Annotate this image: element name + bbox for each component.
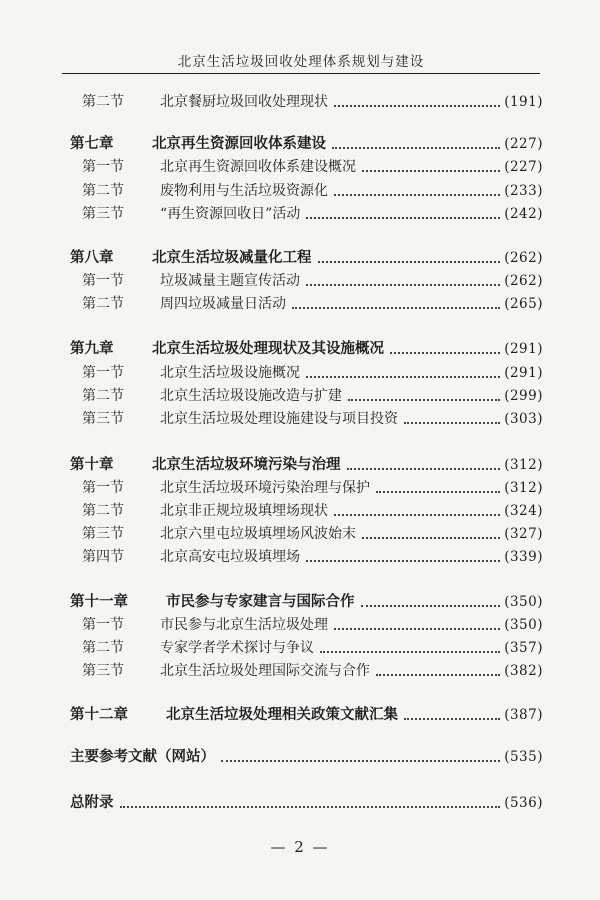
dot-leader	[348, 398, 500, 401]
dot-leader	[376, 490, 500, 493]
entry-number: 第十一章	[70, 594, 128, 610]
toc-section-entry	[70, 155, 543, 177]
toc-chapter-entry	[70, 590, 543, 612]
entry-title: 废物利用与生活垃圾资源化	[160, 183, 328, 199]
toc-chapter-entry	[70, 246, 543, 268]
entry-number: 第三节	[82, 663, 124, 679]
entry-title: 北京高安屯垃圾填埋场	[160, 549, 300, 565]
dot-leader	[361, 604, 501, 607]
entry-page-number: (242)	[504, 206, 543, 222]
entry-title: “再生资源回收日”活动	[160, 206, 301, 222]
entry-page-number: (262)	[504, 273, 543, 289]
toc-chapter-entry	[70, 703, 543, 725]
entry-page-number: (303)	[504, 411, 543, 427]
entry-number: 第十章	[70, 457, 114, 473]
entry-page-number: (291)	[504, 341, 543, 357]
entry-number: 第三节	[82, 206, 124, 222]
dot-leader	[334, 104, 500, 107]
toc-section-entry	[70, 179, 543, 201]
entry-page-number: (233)	[504, 183, 543, 199]
entry-number: 第三节	[82, 526, 124, 542]
page-number: — 2 —	[270, 838, 330, 856]
entry-title: 市民参与专家建言与国际合作	[166, 594, 355, 610]
toc-chapter-entry	[70, 791, 543, 813]
dot-leader	[334, 627, 500, 630]
entry-page-number: (350)	[504, 617, 543, 633]
entry-number: 第九章	[70, 341, 114, 357]
entry-title: 总附录	[70, 795, 114, 811]
toc-section-entry	[70, 613, 543, 635]
entry-number: 第二节	[82, 94, 124, 110]
toc-section-entry	[70, 476, 543, 498]
entry-number: 第一节	[82, 365, 124, 381]
dot-leader	[306, 375, 500, 378]
entry-page-number: (357)	[504, 640, 543, 656]
entry-page-number: (312)	[504, 480, 543, 496]
dot-leader	[306, 559, 500, 562]
entry-title: 北京生活垃圾环境污染治理与保护	[160, 480, 370, 496]
dot-leader	[390, 351, 500, 354]
entry-number: 第一节	[82, 159, 124, 175]
entry-page-number: (227)	[504, 136, 543, 152]
entry-title: 北京生活垃圾环境污染与治理	[152, 457, 341, 473]
entry-title: 北京餐厨垃圾回收处理现状	[160, 94, 328, 110]
entry-title: 北京生活垃圾处理设施建设与项目投资	[160, 411, 398, 427]
entry-page-number: (262)	[504, 250, 543, 266]
toc-section-entry	[70, 202, 543, 224]
entry-number: 第二节	[82, 388, 124, 404]
entry-number: 第八章	[70, 250, 114, 266]
toc-chapter-entry	[70, 337, 543, 359]
entry-title: 专家学者学术探讨与争议	[160, 640, 314, 656]
entry-title: 北京非正规垃圾填埋场现状	[160, 503, 328, 519]
entry-number: 第二节	[82, 640, 124, 656]
dot-leader	[362, 536, 500, 539]
entry-number: 第一节	[82, 617, 124, 633]
toc-section-entry	[70, 361, 543, 383]
entry-title: 市民参与北京生活垃圾处理	[160, 617, 328, 633]
dot-leader	[334, 513, 500, 516]
toc-section-entry	[70, 636, 543, 658]
toc-section-entry	[70, 407, 543, 429]
toc-chapter-entry	[70, 132, 543, 154]
entry-page-number: (350)	[504, 594, 543, 610]
entry-page-number: (265)	[504, 296, 543, 312]
dot-leader	[306, 283, 500, 286]
entry-number: 第一节	[82, 480, 124, 496]
entry-page-number: (191)	[504, 94, 543, 110]
entry-page-number: (339)	[504, 549, 543, 565]
entry-page-number: (327)	[504, 526, 543, 542]
toc-section-entry	[70, 545, 543, 567]
dot-leader	[376, 673, 500, 676]
toc-section-entry	[70, 90, 543, 112]
entry-page-number: (382)	[504, 663, 543, 679]
entry-title: 北京生活垃圾处理相关政策文献汇集	[166, 707, 398, 723]
running-header: 北京生活垃圾回收处理体系规划与建设	[177, 54, 425, 70]
dot-leader	[347, 467, 501, 470]
entry-number: 第二节	[82, 503, 124, 519]
entry-number: 第四节	[82, 549, 124, 565]
toc-section-entry	[70, 522, 543, 544]
entry-number: 第二节	[82, 296, 124, 312]
toc-section-entry	[70, 384, 543, 406]
entry-title: 北京再生资源回收体系建设概况	[160, 159, 356, 175]
dot-leader	[404, 421, 500, 424]
entry-page-number: (227)	[504, 159, 543, 175]
entry-title: 北京再生资源回收体系建设	[152, 136, 326, 152]
entry-title: 北京生活垃圾减量化工程	[152, 250, 312, 266]
dot-leader	[221, 759, 500, 762]
toc-section-entry	[70, 499, 543, 521]
entry-page-number: (312)	[504, 457, 543, 473]
dot-leader	[120, 805, 501, 808]
entry-page-number: (387)	[504, 707, 543, 723]
entry-page-number: (299)	[504, 388, 543, 404]
dot-leader	[334, 193, 500, 196]
entry-number: 第二节	[82, 183, 124, 199]
entry-title: 北京生活垃圾处理现状及其设施概况	[152, 341, 384, 357]
entry-title: 北京六里屯垃圾填埋场风波始末	[160, 526, 356, 542]
entry-number: 第七章	[70, 136, 114, 152]
entry-page-number: (324)	[504, 503, 543, 519]
entry-number: 第一节	[82, 273, 124, 289]
toc-chapter-entry	[70, 453, 543, 475]
entry-title: 垃圾减量主题宣传活动	[160, 273, 300, 289]
dot-leader	[332, 146, 500, 149]
dot-leader	[404, 717, 500, 720]
entry-title: 北京生活垃圾设施改造与扩建	[160, 388, 342, 404]
dot-leader	[306, 216, 500, 219]
entry-title: 北京生活垃圾设施概况	[160, 365, 300, 381]
entry-page-number: (536)	[504, 795, 543, 811]
toc-section-entry	[70, 269, 543, 291]
entry-page-number: (535)	[504, 749, 543, 765]
entry-title: 周四垃圾减量日活动	[160, 296, 286, 312]
dot-leader	[292, 306, 500, 309]
entry-title: 北京生活垃圾处理国际交流与合作	[160, 663, 370, 679]
entry-number: 第三节	[82, 411, 124, 427]
entry-title: 主要参考文献（网站）	[70, 749, 215, 765]
toc-chapter-entry	[70, 745, 543, 767]
toc-section-entry	[70, 292, 543, 314]
dot-leader	[320, 650, 500, 653]
entry-number: 第十二章	[70, 707, 128, 723]
toc-section-entry	[70, 659, 543, 681]
entry-page-number: (291)	[504, 365, 543, 381]
dot-leader	[362, 169, 500, 172]
dot-leader	[318, 260, 501, 263]
